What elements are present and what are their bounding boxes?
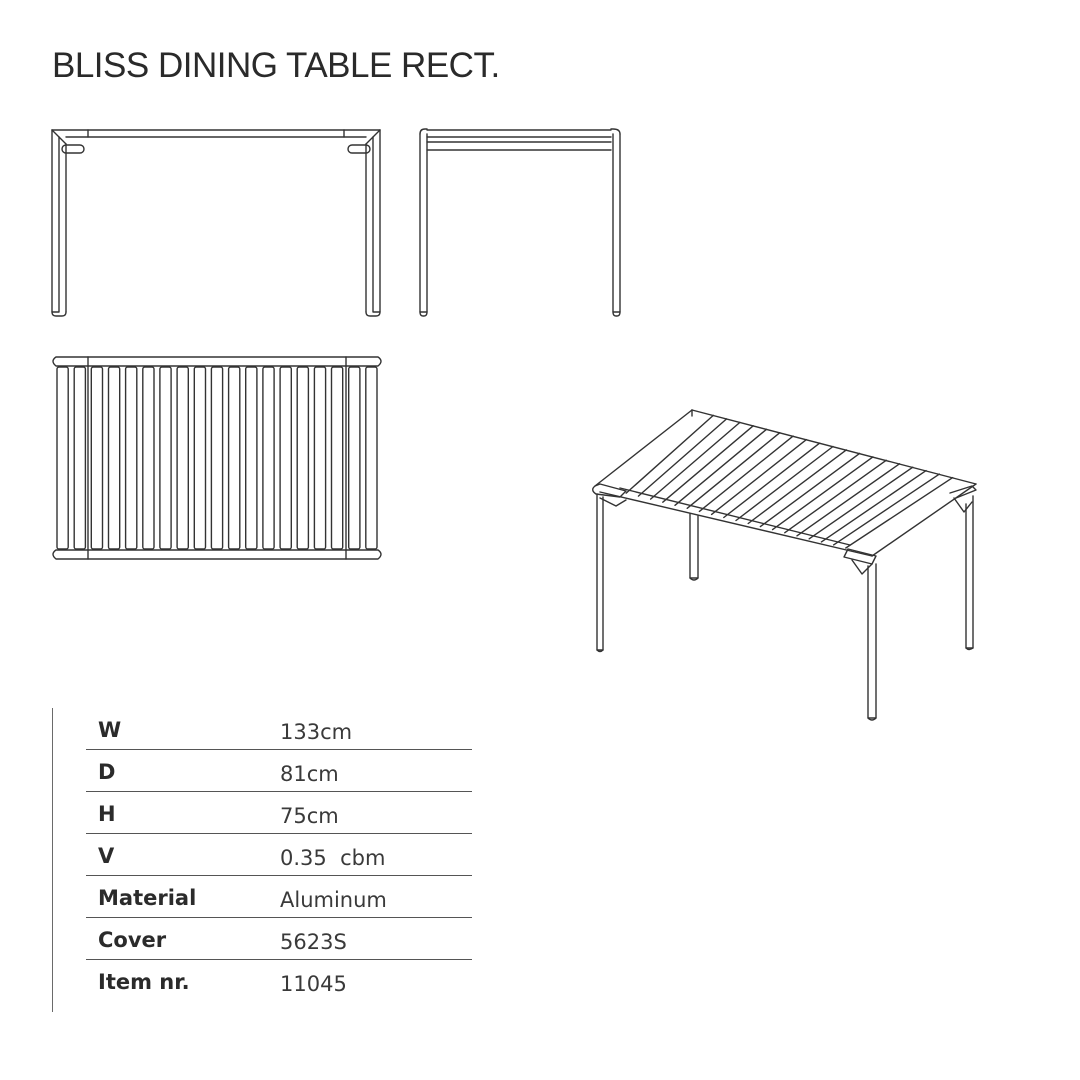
top-view-slat (332, 367, 343, 549)
top-view-slat (177, 367, 188, 549)
spec-value: 75cm (280, 804, 339, 828)
top-view-slat (57, 367, 68, 549)
product-title: BLISS DINING TABLE RECT. (52, 46, 500, 85)
top-view-slat (160, 367, 171, 549)
spec-label: Cover (98, 928, 167, 952)
top-view-slat (143, 367, 154, 549)
spec-table (86, 708, 472, 1002)
spec-row-height (86, 792, 472, 834)
isometric-slat (638, 419, 726, 496)
top-view-slat (126, 367, 137, 549)
top-view-slat (349, 367, 360, 549)
top-view-drawing (53, 357, 381, 559)
spec-row-volume (86, 834, 472, 876)
top-view-slat (74, 367, 85, 549)
spec-value: 11045 (280, 972, 347, 996)
spec-row-depth (86, 750, 472, 792)
spec-label: V (98, 844, 115, 868)
spec-value: 81cm (280, 762, 339, 786)
spec-value: Aluminum (280, 888, 387, 912)
spec-table-left-rule (52, 708, 53, 1012)
spec-value: 133cm (280, 720, 353, 744)
top-view-slat (91, 367, 102, 549)
spec-label: Item nr. (98, 970, 190, 994)
spec-row-cover (86, 918, 472, 960)
top-view-slat (109, 367, 120, 549)
top-view-slat (246, 367, 257, 549)
spec-label: Material (98, 886, 197, 910)
spec-label: H (98, 802, 116, 826)
top-view-slat (229, 367, 240, 549)
side-view-drawing (420, 129, 620, 316)
top-view-slat (211, 367, 222, 549)
spec-value: 0.35 cbm (280, 846, 386, 870)
top-view-slat (280, 367, 291, 549)
spec-row-material (86, 876, 472, 918)
spec-label: W (98, 718, 122, 742)
top-view-slat (263, 367, 274, 549)
spec-label: D (98, 760, 116, 784)
top-view-slat (194, 367, 205, 549)
spec-value: 5623S (280, 930, 347, 954)
isometric-view-drawing (593, 410, 976, 720)
spec-row-item-number (86, 960, 472, 1002)
top-view-slat (366, 367, 377, 549)
top-view-slat (314, 367, 325, 549)
front-view-drawing (52, 130, 380, 316)
top-view-slat (297, 367, 308, 549)
spec-row-width (86, 708, 472, 750)
